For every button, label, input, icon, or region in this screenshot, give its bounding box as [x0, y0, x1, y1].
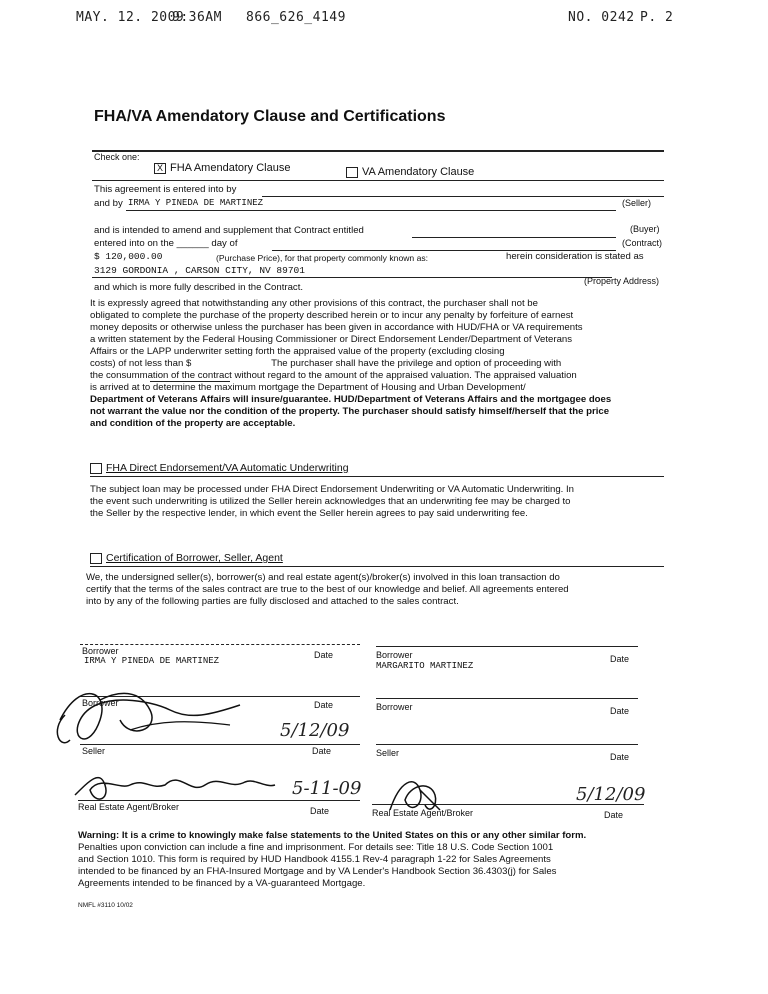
warning-line: Agreements intended to be financed by a VA-guaranteed Mortgage. [78, 878, 366, 889]
warning-line: Penalties upon conviction can include a fine and imprisonment. For details see: Title 18 U.S. Code Section 1001 [78, 842, 554, 853]
fax-page: P. 2 [640, 10, 674, 25]
form-code: NMFL #3110 10/02 [78, 902, 133, 909]
paragraph-line: Department of Veterans Affairs will insure/guarantee. HUD/Department of Veterans Affairs and the mortgagee does [90, 394, 612, 405]
certification-text [86, 572, 670, 608]
contract-title-line [412, 237, 616, 238]
seller1-label: Seller [82, 746, 106, 756]
borrower2-name: MARGARITO MARTINEZ [376, 661, 474, 671]
agent1-handwritten-date: 5-11-09 [292, 778, 362, 799]
fha-clause-label: FHA Amendatory Clause [170, 162, 291, 174]
purchase-price-text: (Purchase Price), for that property commonly known as: [216, 253, 429, 263]
page-title: FHA/VA Amendatory Clause and Certifications [94, 108, 446, 125]
fha-checkbox[interactable]: X [154, 163, 166, 174]
fax-date: MAY. 12. 2009 [76, 10, 185, 25]
fax-time: 9:36AM [172, 10, 222, 25]
appraised-value-line [150, 381, 230, 382]
warning-text [78, 830, 678, 890]
paragraph-line: the event such underwriting is utilized the Seller herein acknowledges that an underwriting fee may be charged to [90, 496, 571, 507]
agent2-label: Real Estate Agent/Broker [372, 808, 474, 818]
borrower1-signature [40, 660, 260, 760]
fax-number: NO. 0242 [568, 10, 635, 25]
borrower1-date-label: Date [314, 650, 334, 660]
paragraph-line: Affairs or the LAPP underwriter setting forth the appraised value of the property (excluding closing [90, 346, 505, 357]
paragraph-line: We, the undersigned seller(s), borrower(s) and real estate agent(s)/broker(s) involved in this loan transaction do [86, 572, 560, 583]
borrower3-label: Borrower [82, 698, 119, 708]
rule [90, 476, 664, 477]
property-address: 3129 GORDONIA , CARSON CITY, NV 89701 [94, 265, 305, 276]
agent1-date-label: Date [310, 806, 330, 816]
va-clause-option[interactable] [346, 166, 474, 178]
va-checkbox[interactable] [346, 167, 358, 178]
signature-line [376, 698, 638, 699]
certification-heading[interactable] [90, 552, 283, 564]
entered-text: entered into on the ______ day of [94, 238, 238, 249]
address-field-line [92, 277, 612, 278]
seller2-label: Seller [376, 748, 400, 758]
agent2-date-label: Date [604, 810, 624, 820]
agent1-label: Real Estate Agent/Broker [78, 802, 180, 812]
signature-line [80, 644, 360, 645]
fha-direct-text [90, 484, 670, 520]
property-address-label: (Property Address) [584, 276, 660, 286]
signature-line [376, 744, 638, 745]
borrower1-name: IRMA Y PINEDA DE MARTINEZ [84, 656, 220, 666]
fha-direct-heading-text: FHA Direct Endorsement/VA Automatic Underwriting [106, 462, 349, 474]
paragraph-line: It is expressly agreed that notwithstanding any other provisions of this contract, the purchaser shall not be [90, 298, 538, 309]
agent2-handwritten-date: 5/12/09 [576, 784, 646, 805]
fha-direct-heading[interactable] [90, 462, 349, 474]
main-paragraph [90, 298, 670, 430]
seller1-date-label: Date [312, 746, 332, 756]
paragraph-line: not warrant the value nor the condition of the property. The purchaser should satisfy himself/herself that the price [90, 406, 610, 417]
agreement-line1: This agreement is entered into by [94, 184, 237, 195]
check-one-label: Check one: [94, 152, 140, 162]
consideration-text: herein consideration is stated as [506, 251, 644, 262]
borrower4-label: Borrower [376, 702, 413, 712]
contract-label: (Contract) [622, 238, 663, 248]
paragraph-line: The subject loan may be processed under FHA Direct Endorsement Underwriting or VA Automatic Underwriting. In [90, 484, 575, 495]
agent1-signature [70, 760, 290, 810]
buyer-name: IRMA Y PINEDA DE MARTINEZ [128, 198, 264, 208]
certification-checkbox[interactable] [90, 553, 102, 564]
described-text: and which is more fully described in the Contract. [94, 282, 304, 293]
seller-label: (Seller) [622, 198, 652, 208]
paragraph-line: obligated to complete the purchase of the property described herein or to incur any penalty by forfeiture of earnest [90, 310, 574, 321]
warning-line: Warning: It is a crime to knowingly make false statements to the United States on this or any other similar form. [78, 830, 587, 841]
amend-text: and is intended to amend and supplement that Contract entitled [94, 225, 364, 236]
borrower1-label: Borrower [82, 646, 119, 656]
borrower2-date-label: Date [610, 654, 630, 664]
buyer-field-line [126, 210, 616, 211]
agent2-signature [380, 770, 460, 820]
rule [90, 566, 664, 567]
paragraph-line: a written statement by the Federal Housing Commissioner or Direct Endorsement Lender/Department of Veterans [90, 334, 573, 345]
certification-heading-text: Certification of Borrower, Seller, Agent [106, 552, 283, 564]
agreement-line2-prefix: and by [94, 198, 123, 209]
paragraph-line: certify that the terms of the sales contract are true to the best of our knowledge and belief. All agreements entered [86, 584, 569, 595]
fha-direct-checkbox[interactable] [90, 463, 102, 474]
buyer-label: (Buyer) [630, 224, 660, 234]
fha-clause-option[interactable] [154, 162, 290, 174]
borrower2-label: Borrower [376, 650, 413, 660]
borrower4-date-label: Date [610, 706, 630, 716]
signature-line [376, 646, 638, 647]
fax-phone: 866_626_4149 [246, 10, 346, 25]
paragraph-line: is arrived at to determine the maximum mortgage the Department of Housing and Urban Development/ [90, 382, 526, 393]
title-rule [92, 150, 664, 152]
borrower3-date-label: Date [314, 700, 334, 710]
warning-line: intended to be financed by an FHA-Insured Mortgage and by VA Lender's Handbook Section 36.4303(j) for Sales [78, 866, 557, 877]
rule [92, 180, 664, 181]
warning-line: and Section 1010. This form is required by HUD Handbook 4155.1 Rev-4 paragraph 1-22 for Sales Agreements [78, 854, 551, 865]
paragraph-line: the consummation of the contract without regard to the amount of the appraised valuation. The appraised valuation [90, 370, 577, 381]
paragraph-line: costs) of not less than $ The purchaser shall have the privilege and option of proceeding with [90, 358, 562, 369]
seller1-handwritten-date: 5/12/09 [280, 720, 350, 741]
purchase-price: $ 120,000.00 [94, 251, 163, 262]
va-clause-label: VA Amendatory Clause [362, 166, 475, 178]
paragraph-line: the Seller by the respective lender, in which event the Seller herein agrees to pay said underwriting fee. [90, 508, 528, 519]
paragraph-line: into by any of the following parties are fully disclosed and attached to the sales contract. [86, 596, 459, 607]
paragraph-line: and condition of the property are acceptable. [90, 418, 296, 429]
paragraph-line: money deposits or otherwise unless the purchaser has been given in accordance with HUD/FHA or VA requirements [90, 322, 583, 333]
seller-field-line [262, 196, 664, 197]
seller2-date-label: Date [610, 752, 630, 762]
